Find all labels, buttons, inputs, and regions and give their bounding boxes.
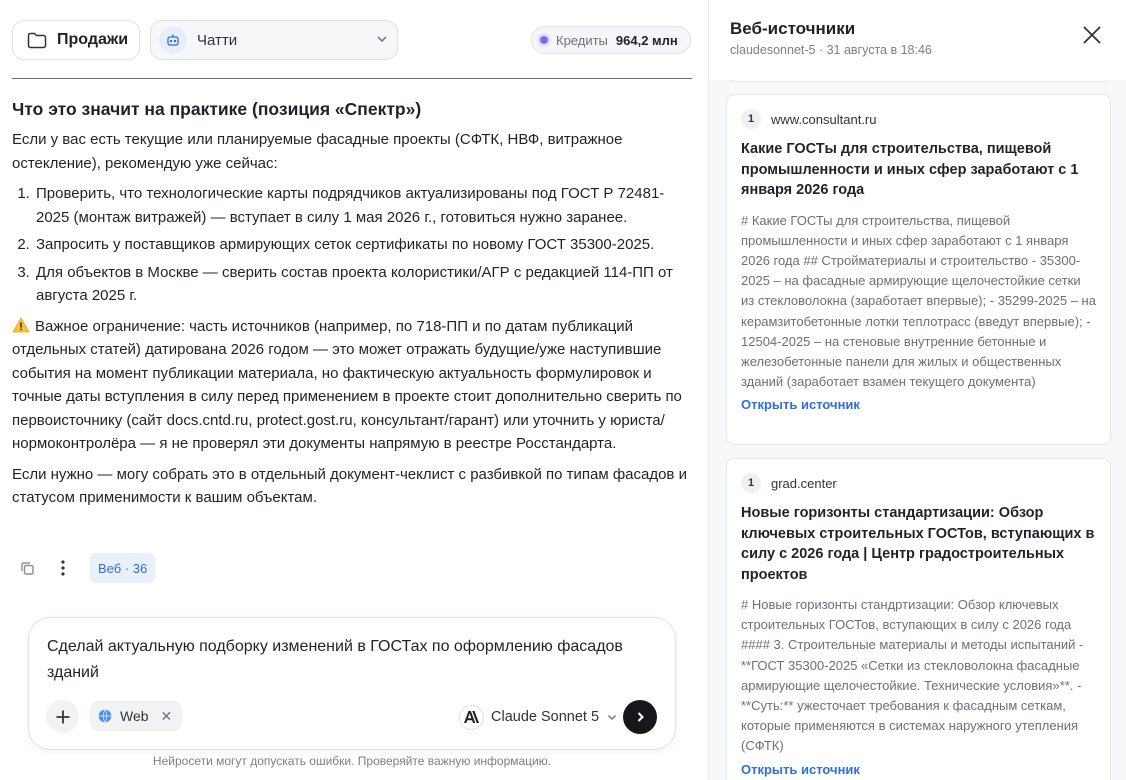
chevron-down-icon [606,711,618,723]
source-domain: www.consultant.ru [771,111,877,127]
bot-icon [159,26,187,54]
add-button[interactable] [46,700,79,733]
message-intro: Если у вас есть текущие или планируемые фасадные проекты (СФТК, НВФ, витражное остекление), рекомендую уже сейчас: [12,131,623,172]
source-title: Какие ГОСТы для строительства, пищевой промышленности и иных сфер заработают с 1 января 2026 года [741,141,1079,198]
message-actions [12,553,155,583]
sources-title: Веб-источники [730,19,856,38]
copy-button[interactable] [12,553,42,583]
more-vertical-icon [61,560,65,576]
chevron-down-icon [375,32,389,46]
anthropic-logo-icon [459,705,484,730]
sources-panel [708,0,1126,780]
model-selector[interactable] [459,703,618,731]
globe-icon [98,709,112,723]
warning-text: Важное ограничение: часть источников (например, по 718-ПП и по датам публикаций отдельных статей) датирована 2026 годом — это может отражать будущие/уже наступившие события на момент публикации материала, но фактическую актуальность формулировок и точные даты вступления в силу перед применением в проекте стоит дополнительно сверить по первоисточнику (сайт docs.cntd.ru, protect.gost.ru, консультант/гарант) или уточнить у юриста/нормоконтролёра — я не проверял эти документы напрямую в реестре Росстандарта. [12,317,682,452]
source-number: 1 [741,109,761,129]
list-item: 1. Проверить, что технологические карты подрядчиков актуализированы под ГОСТ Р 72481-2025 (монтаж витражей) — вступает в силу 1 мая 2026 г., готовиться нужно заранее. [34,182,696,229]
send-button[interactable] [623,700,657,734]
close-icon[interactable] [1081,24,1103,46]
model-label: Claude Sonnet 5 [491,709,600,725]
chat-label: Чатти [197,31,238,49]
source-header [741,473,1096,493]
web-sources-button[interactable]: Веб · 36 [90,553,155,583]
assistant-message [12,96,696,517]
chevron-right-icon [634,711,646,723]
chat-selector[interactable] [150,20,398,60]
composer [28,617,676,750]
credits-label: Кредиты [556,32,608,48]
source-header [741,109,1096,129]
web-tag-label: Web [120,708,149,724]
project-button[interactable] [12,20,140,60]
source-card [726,94,1111,445]
source-domain: grad.center [771,475,837,491]
message-outro: Если нужно — могу собрать это в отдельный документ-чеклист с разбивкой по типам фасадов и статусом применимости к вашим объектам. [12,465,687,506]
copy-icon [20,561,35,576]
open-source-link[interactable]: Открыть источник [741,397,860,413]
steps-list [34,182,696,308]
open-source-link[interactable]: Открыть источник [741,761,860,777]
credits-badge [531,26,691,54]
disclaimer: Нейросети могут допускать ошибки. Проверяйте важную информацию. [152,754,552,768]
prompt-input[interactable]: Сделай актуальную подборку изменений в ГОСТах по оформлению фасадов зданий [47,638,623,681]
divider [12,78,692,79]
credits-value: 964,2 млн [615,32,678,48]
plus-icon [55,709,71,725]
sources-header [709,0,1126,80]
project-label: Продажи [57,31,129,48]
more-button[interactable] [48,553,78,583]
credits-dot-icon [540,36,548,44]
warning-icon [12,317,30,333]
remove-tag-icon[interactable]: ✕ [160,707,173,724]
source-card [726,458,1111,780]
web-tag[interactable] [90,701,182,731]
source-number: 1 [741,473,761,493]
warning-paragraph [12,315,696,456]
source-snippet: # Какие ГОСТы для строительства, пищевой промышленности и иных сфер заработают с 1 января 2026 года ## Стройматериалы и строительство - 35300-2025 – на фасадные армирующие щелочестойкие сетки из стекловолокна (заработает впервые); - 35299-2025 – на керамзитобетонные лотки теплотрасс (введут впервые); - 12504-2025 – на стеновые внутренние бетонные и железобетонные панели для жилых и общественных зданий (заработает взамен текущего документа) [741,212,1096,390]
sources-subtitle: claudesonnet-5 · 31 августа в 18:46 [730,43,932,57]
folder-icon [27,32,47,49]
source-snippet: # Новые горизонты стандртизации: Обзор ключевых строительных ГОСТов, вступающих в силу с 2026 года #### 3. Строительные материалы и методы испытаний - **ГОСТ 35300-2025 «Сетки из стекловолокна фасадные армирующие щелочестойкие. Технические условия»**. - **Суть:** ужесточает требования к фасадным сеткам, которые применяются в системах наружного утепления (СФТК) [741,597,1084,754]
message-heading: Что это значит на практике (позиция «Спектр») [12,99,422,119]
list-item: 2. Запросить у поставщиков армирующих сеток сертификаты по новому ГОСТ 35300-2025. [34,233,696,257]
source-title: Новые горизонты стандартизации: Обзор ключевых строительных ГОСТов, вступающих в силу с 2026 года | Центр градостроительных проектов [741,505,1095,583]
list-item: 3. Для объектов в Москве — сверить состав проекта колористики/АГР с редакцией 114-ПП от августа 2025 г. [34,261,696,308]
